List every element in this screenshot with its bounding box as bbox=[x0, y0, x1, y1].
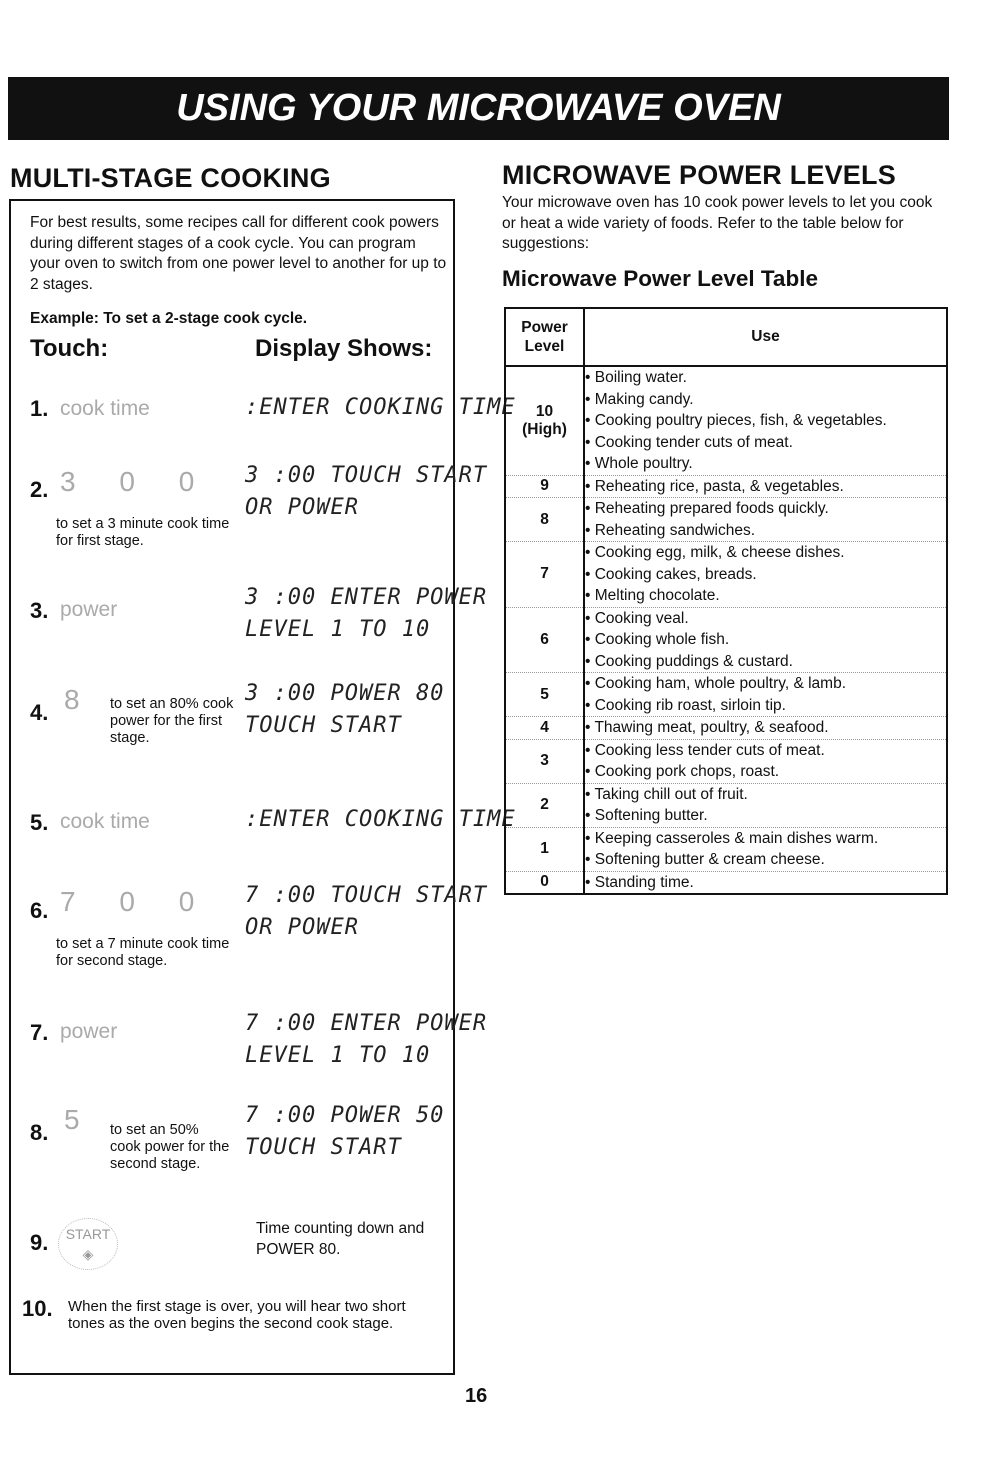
page-number: 16 bbox=[465, 1385, 488, 1407]
step-number: 5. bbox=[30, 810, 49, 835]
step-note: to set a 3 minute cook time for first stage. bbox=[56, 516, 230, 549]
use-item: • Taking chill out of fruit. bbox=[585, 785, 748, 803]
power-level-cell bbox=[505, 607, 584, 673]
display-line: 7 :00 ENTER POWER bbox=[245, 1011, 488, 1036]
display-line: 3 :00 TOUCH START bbox=[245, 463, 488, 488]
power-key: power bbox=[60, 1020, 118, 1043]
display-line: 7 :00 TOUCH START bbox=[245, 883, 488, 908]
display-line: :ENTER COOKING TIME bbox=[245, 395, 516, 420]
digit-key: 8 bbox=[64, 684, 98, 715]
display-line: TOUCH START bbox=[245, 1135, 402, 1160]
use-item: • Cooking tender cuts of meat. bbox=[585, 433, 793, 451]
display-line: LEVEL 1 TO 10 bbox=[245, 1043, 431, 1068]
use-item: • Softening butter. bbox=[585, 807, 708, 824]
display-line: LEVEL 1 TO 10 bbox=[245, 617, 431, 642]
use-cell bbox=[584, 739, 947, 783]
step-number: 4. bbox=[30, 700, 49, 725]
cook-time-key: cook time bbox=[60, 397, 150, 420]
use-item: • Reheating sandwiches. bbox=[585, 521, 756, 539]
power-levels-intro: Your microwave oven has 10 cook power levels to let you cook or heat a wide variety of foods. Refer to the table below for suggestions: bbox=[502, 194, 933, 252]
power-level-cell bbox=[505, 717, 584, 740]
use-cell bbox=[584, 871, 947, 894]
step-number: 7. bbox=[30, 1020, 49, 1045]
multi-stage-title: MULTI-STAGE COOKING bbox=[10, 163, 331, 193]
table-row bbox=[505, 717, 947, 740]
step-number: 8. bbox=[30, 1120, 49, 1145]
use-item: • Reheating rice, pasta, & vegetables. bbox=[585, 477, 844, 495]
use-item: • Melting chocolate. bbox=[585, 587, 720, 604]
page-banner: USING YOUR MICROWAVE OVEN bbox=[8, 77, 949, 140]
table-row bbox=[505, 498, 947, 542]
power-level-value: 5 bbox=[540, 685, 549, 703]
touch-header: Touch: bbox=[30, 335, 109, 362]
table-row bbox=[505, 366, 947, 475]
power-level-cell bbox=[505, 542, 584, 608]
step-note: to set an 80% cook power for the first stage. bbox=[110, 696, 234, 746]
step-number: 3. bbox=[30, 598, 49, 623]
display-line: 3 :00 ENTER POWER bbox=[245, 585, 488, 610]
use-cell bbox=[584, 607, 947, 673]
use-item: • Whole poultry. bbox=[585, 455, 693, 472]
digit-key: 5 bbox=[64, 1104, 98, 1135]
power-level-header bbox=[505, 308, 584, 366]
use-item: • Cooking poultry pieces, fish, & vegetables. bbox=[585, 412, 887, 429]
power-level-value: 4 bbox=[540, 718, 549, 736]
start-key-icon: ◈ bbox=[82, 1246, 94, 1262]
table-row bbox=[505, 673, 947, 717]
step-number: 6. bbox=[30, 898, 49, 923]
use-item: • Cooking veal. bbox=[585, 609, 689, 627]
use-item: • Cooking rib roast, sirloin tip. bbox=[585, 696, 786, 714]
start-key bbox=[58, 1218, 118, 1270]
multi-stage-intro: For best results, some recipes call for different cook powers during different stages of a cook cycle. You can program your oven to switch from one power level to another for up to 2 stages. bbox=[30, 214, 447, 293]
use-cell bbox=[584, 366, 947, 475]
power-level-cell bbox=[505, 739, 584, 783]
table-row bbox=[505, 783, 947, 827]
display-line: 3 :00 POWER 80 bbox=[245, 681, 445, 706]
header-line: Power bbox=[521, 319, 568, 336]
use-cell bbox=[584, 498, 947, 542]
step-number: 9. bbox=[30, 1230, 49, 1255]
power-level-value: 1 bbox=[540, 840, 549, 857]
use-item: • Cooking ham, whole poultry, & lamb. bbox=[585, 675, 847, 692]
power-level-cell bbox=[505, 498, 584, 542]
step-note: to set an 50% cook power for the second stage. bbox=[110, 1122, 230, 1172]
step-number: 10. bbox=[22, 1296, 53, 1321]
display-line: TOUCH START bbox=[245, 713, 402, 738]
power-level-value: 9 bbox=[540, 477, 549, 495]
power-levels-title: MICROWAVE POWER LEVELS bbox=[502, 160, 896, 190]
use-cell bbox=[584, 827, 947, 871]
start-key-label: START bbox=[65, 1226, 111, 1242]
table-row bbox=[505, 871, 947, 894]
power-level-table bbox=[504, 307, 948, 895]
example-label: Example: To set a 2-stage cook cycle. bbox=[30, 310, 308, 327]
use-item: • Cooking cakes, breads. bbox=[585, 565, 757, 583]
power-level-cell bbox=[505, 673, 584, 717]
power-level-value: 8 bbox=[540, 510, 549, 528]
table-row bbox=[505, 739, 947, 783]
use-item: • Softening butter & cream cheese. bbox=[585, 851, 825, 868]
step-number: 2. bbox=[30, 477, 49, 502]
use-cell bbox=[584, 542, 947, 608]
display-line: :ENTER COOKING TIME bbox=[245, 807, 516, 832]
power-key: power bbox=[60, 598, 118, 621]
table-row bbox=[505, 827, 947, 871]
use-cell bbox=[584, 673, 947, 717]
header-line: Level bbox=[524, 338, 565, 355]
power-level-note: (High) bbox=[522, 420, 567, 438]
display-text: Time counting down and POWER 80. bbox=[256, 1220, 425, 1258]
power-level-value: 0 bbox=[540, 873, 549, 891]
table-title: Microwave Power Level Table bbox=[502, 266, 818, 291]
table-row bbox=[505, 607, 947, 673]
use-item: • Making candy. bbox=[585, 390, 694, 408]
display-line: 7 :00 POWER 50 bbox=[245, 1103, 445, 1128]
use-item: • Cooking pork chops, roast. bbox=[585, 763, 780, 780]
use-item: • Keeping casseroles & main dishes warm. bbox=[585, 829, 879, 847]
use-cell bbox=[584, 475, 947, 498]
power-level-cell bbox=[505, 871, 584, 894]
use-item: • Cooking egg, milk, & cheese dishes. bbox=[585, 544, 845, 561]
power-level-cell bbox=[505, 366, 584, 475]
use-item: • Cooking whole fish. bbox=[585, 631, 730, 648]
step-note: When the first stage is over, you will hear two short tones as the oven begins the second cook stage. bbox=[68, 1298, 406, 1332]
table-row bbox=[505, 542, 947, 608]
use-item: • Cooking puddings & custard. bbox=[585, 652, 793, 670]
use-item: • Boiling water. bbox=[585, 369, 687, 386]
cook-time-key: cook time bbox=[60, 810, 150, 833]
use-item: • Standing time. bbox=[585, 873, 694, 891]
step-number: 1. bbox=[30, 396, 49, 421]
use-cell bbox=[584, 783, 947, 827]
power-level-cell bbox=[505, 783, 584, 827]
display-line: OR POWER bbox=[245, 495, 359, 520]
power-level-value: 10 bbox=[535, 402, 554, 420]
power-level-value: 7 bbox=[540, 565, 549, 583]
power-level-value: 2 bbox=[540, 796, 549, 813]
use-header: Use bbox=[584, 308, 947, 366]
display-line: OR POWER bbox=[245, 915, 359, 940]
use-item: • Reheating prepared foods quickly. bbox=[585, 500, 829, 517]
use-item: • Thawing meat, poultry, & seafood. bbox=[585, 719, 829, 736]
use-item: • Cooking less tender cuts of meat. bbox=[585, 741, 825, 759]
step-note: to set a 7 minute cook time for second stage. bbox=[56, 936, 230, 969]
digit-keys: 7 0 0 bbox=[60, 886, 213, 917]
use-cell bbox=[584, 717, 947, 740]
power-level-value: 6 bbox=[540, 630, 549, 648]
digit-keys: 3 0 0 bbox=[60, 466, 213, 497]
power-level-cell bbox=[505, 475, 584, 498]
multi-stage-box bbox=[9, 199, 455, 1375]
power-level-cell bbox=[505, 827, 584, 871]
power-level-value: 3 bbox=[540, 752, 549, 769]
display-header: Display Shows: bbox=[255, 335, 433, 362]
table-row bbox=[505, 475, 947, 498]
